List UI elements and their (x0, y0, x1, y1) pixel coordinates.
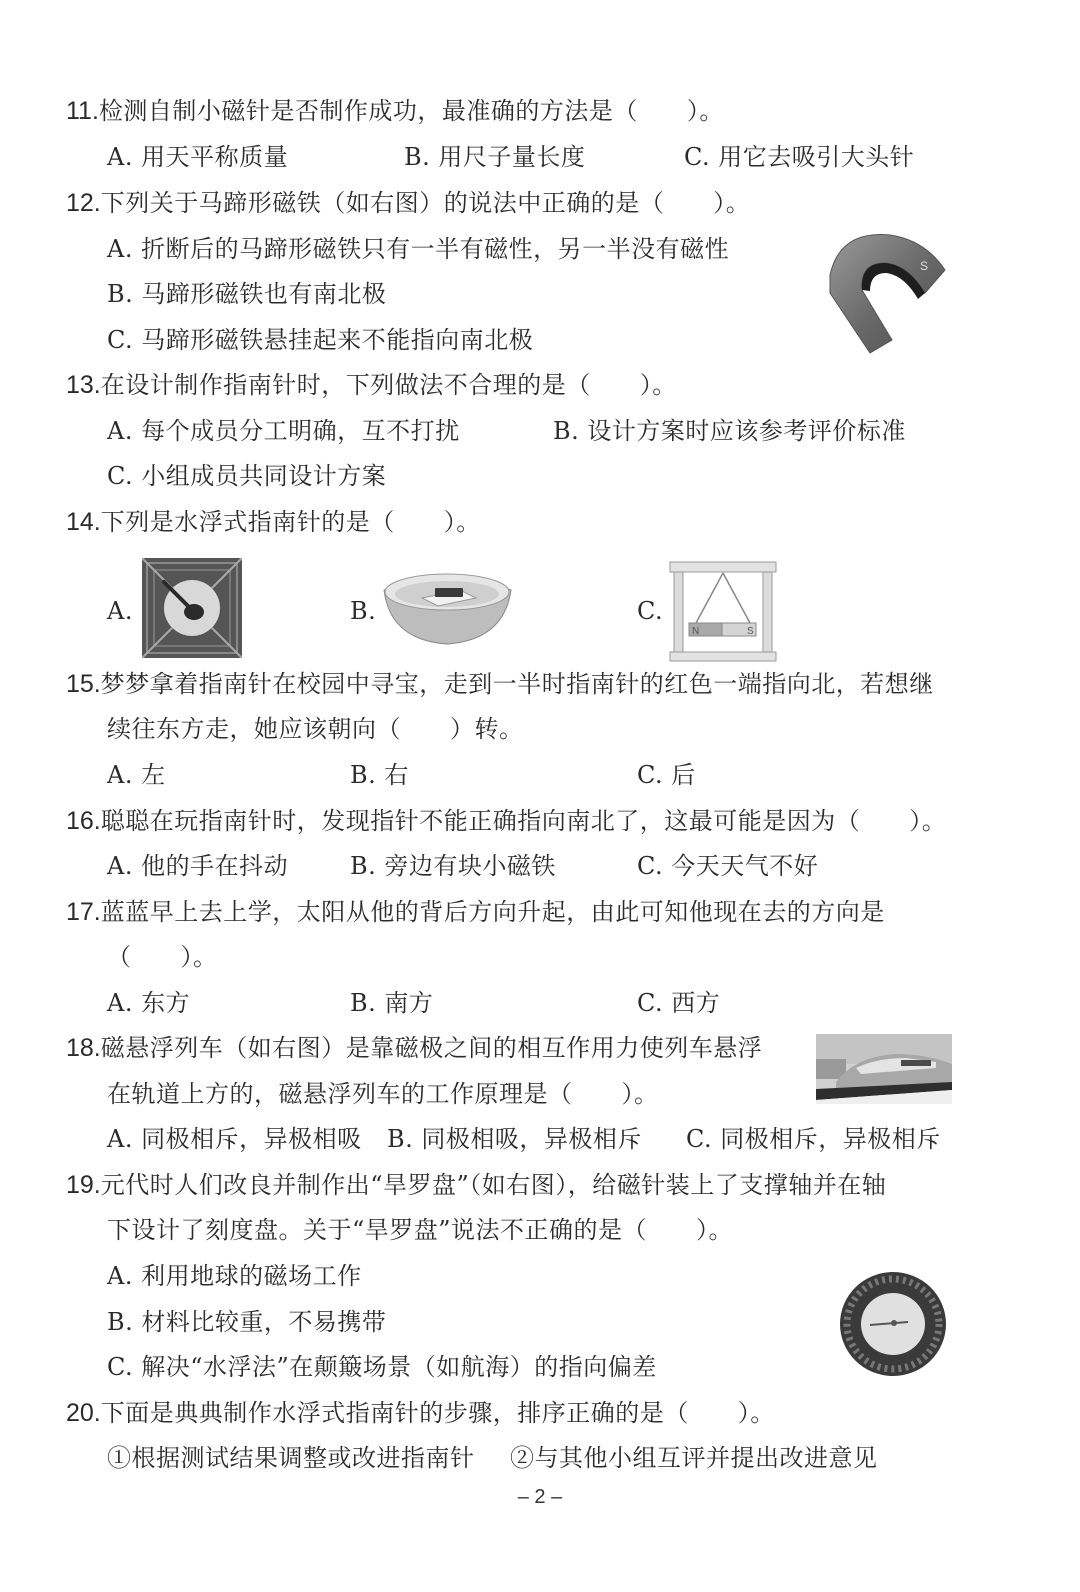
question-number: 15. (66, 670, 101, 698)
magnet-s-label: S (920, 259, 929, 273)
maglev-train-image (816, 1034, 952, 1104)
question-number: 20. (66, 1399, 101, 1427)
option-b: B. 南方 (350, 989, 434, 1017)
question-stem: 下面是典典制作水浮式指南针的步骤，排序正确的是（ ）。 (100, 1399, 775, 1427)
option-b: B. 马蹄形磁铁也有南北极 (107, 280, 387, 308)
question-stem-continued: （ ）。 (107, 943, 218, 971)
option-a: A. 左 (107, 761, 166, 789)
question-stem: 蓝蓝早上去上学，太阳从他的背后方向升起，由此可知他现在去的方向是 (100, 898, 885, 926)
question-stem: 元代时人们改良并制作出“旱罗盘”（如右图），给磁针装上了支撑轴并在轴 (100, 1171, 887, 1199)
step-2: ②与其他小组互评并提出改进意见 (510, 1444, 878, 1472)
question-stem: 下列关于马蹄形磁铁（如右图）的说法中正确的是（ ）。 (100, 189, 751, 217)
option-c: C. 同极相斥，异极相斥 (686, 1125, 941, 1153)
option-c: C. 小组成员共同设计方案 (107, 462, 387, 490)
question-16 (66, 806, 946, 836)
sinan-spoon-compass-image (142, 558, 242, 658)
option-b: B. 设计方案时应该参考评价标准 (553, 417, 906, 445)
option-a: A. 每个成员分工明确，互不打扰 (107, 417, 460, 445)
question-stem: 在设计制作指南针时，下列做法不合理的是（ ）。 (100, 371, 677, 399)
page-number: – 2 – (517, 1486, 563, 1508)
question-15 (66, 669, 934, 699)
option-c: C. 后 (637, 761, 696, 789)
question-13 (66, 370, 677, 400)
option-a: A. 他的手在抖动 (107, 852, 289, 880)
option-c: C. 今天天气不好 (637, 852, 819, 880)
option-c: C. 解决“水浮法”在颠簸场景（如航海）的指向偏差 (107, 1353, 657, 1381)
question-number: 18. (66, 1034, 101, 1062)
question-18 (66, 1033, 762, 1063)
option-a: A. 利用地球的磁场工作 (107, 1262, 362, 1290)
question-number: 12. (66, 189, 101, 217)
question-number: 16. (66, 807, 101, 835)
question-stem: 磁悬浮列车（如右图）是靠磁极之间的相互作用力使列车悬浮 (100, 1034, 763, 1062)
question-number: 14. (66, 508, 101, 536)
option-a: A. 折断后的马蹄形磁铁只有一半有磁性，另一半没有磁性 (107, 235, 730, 263)
question-12 (66, 188, 750, 218)
water-bowl-floating-magnet-image (380, 568, 515, 648)
magnet-n-label: N (692, 626, 700, 637)
option-c: C. 用它去吸引大头针 (684, 143, 915, 171)
option-b: B. 材料比较重，不易携带 (107, 1308, 387, 1336)
dry-compass-image (838, 1270, 948, 1378)
option-a: A. 东方 (107, 989, 191, 1017)
option-a: A. 用天平称质量 (107, 143, 289, 171)
option-a-label: A. (107, 597, 133, 625)
question-stem: 梦梦拿着指南针在校园中寻宝，走到一半时指南针的红色一端指向北，若想继 (100, 670, 934, 698)
option-c: C. 西方 (637, 989, 721, 1017)
magnet-s-label: S (747, 626, 754, 637)
option-b: B. 右 (350, 761, 409, 789)
question-stem-continued: 在轨道上方的，磁悬浮列车的工作原理是（ ）。 (107, 1080, 659, 1108)
question-stem-continued: 下设计了刻度盘。关于“旱罗盘”说法不正确的是（ ）。 (107, 1216, 734, 1244)
question-stem: 检测自制小磁针是否制作成功，最准确的方法是（ ）。 (98, 97, 724, 125)
option-b: B. 同极相吸，异极相斥 (387, 1125, 642, 1153)
step-1: ①根据测试结果调整或改进指南针 (107, 1444, 475, 1472)
question-19 (66, 1170, 886, 1200)
question-stem: 聪聪在玩指南针时，发现指针不能正确指向南北了，这最可能是因为（ ）。 (100, 807, 947, 835)
question-11 (66, 96, 724, 126)
option-b: B. 用尺子量长度 (404, 143, 586, 171)
question-number: 13. (66, 371, 101, 399)
question-number: 11. (66, 97, 99, 125)
option-b-label: B. (350, 597, 377, 625)
option-c-label: C. (637, 597, 664, 625)
question-stem-continued: 续往东方走，她应该朝向（ ）转。 (107, 715, 524, 743)
question-number: 19. (66, 1171, 101, 1199)
question-number: 17. (66, 898, 101, 926)
suspended-bar-magnet-image (668, 560, 778, 665)
question-17 (66, 897, 885, 927)
option-a: A. 同极相斥，异极相吸 (107, 1125, 362, 1153)
question-stem: 下列是水浮式指南针的是（ ）。 (100, 508, 481, 536)
question-14 (66, 507, 481, 537)
option-c: C. 马蹄形磁铁悬挂起来不能指向南北极 (107, 326, 534, 354)
horseshoe-magnet-image (800, 215, 960, 355)
question-20 (66, 1398, 775, 1428)
option-b: B. 旁边有块小磁铁 (350, 852, 556, 880)
